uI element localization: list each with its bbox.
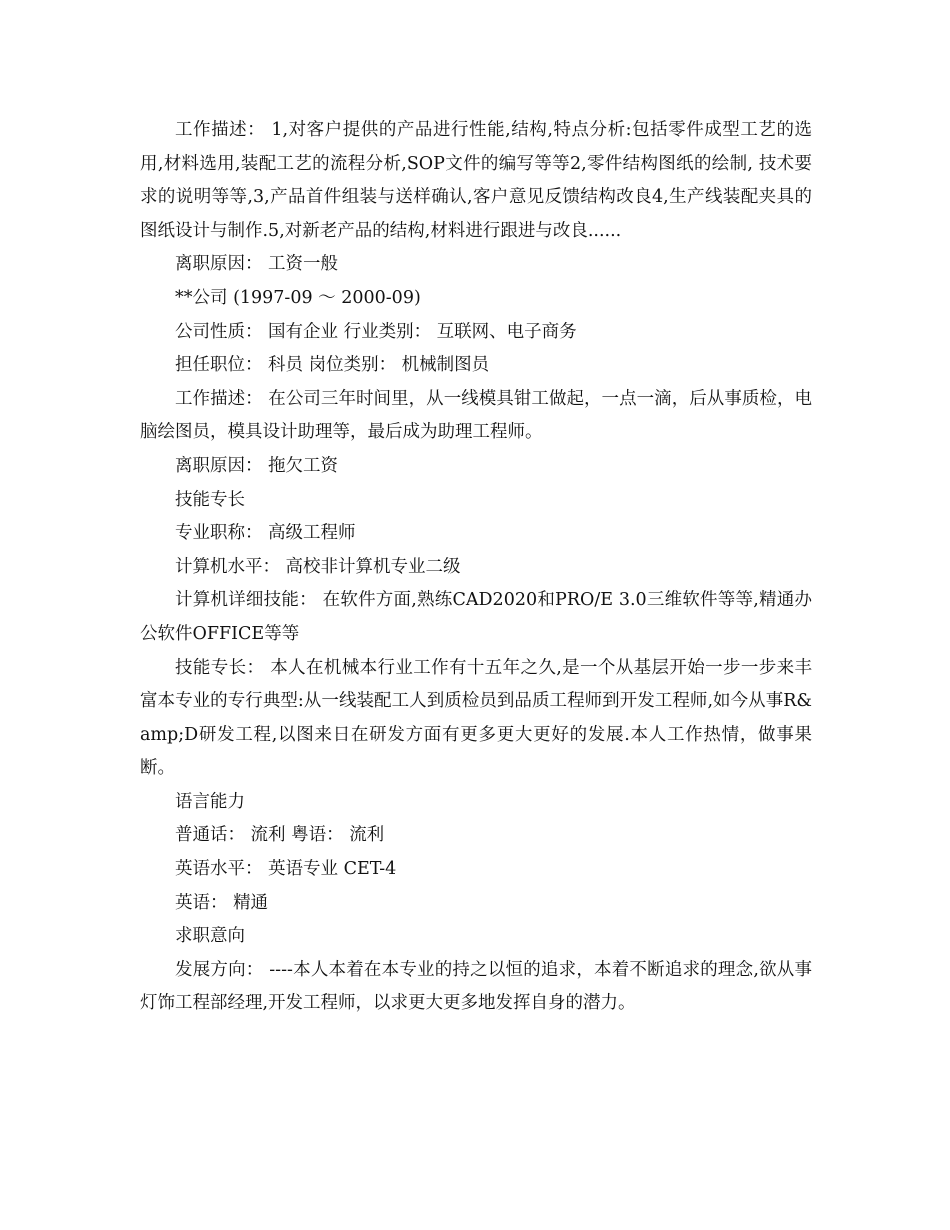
computer-level-line: 计算机水平： 高校非计算机专业二级 — [175, 556, 461, 577]
professional-title-line: 专业职称： 高级工程师 — [175, 523, 356, 544]
skills-description-paragraph: 技能专长： 本人在机械本行业工作有十五年之久,是一个从基层开始一步一步来丰富本专业的专行典型:从一线装配工人到质检员到品质工程师到开发工程师,如今从事R&amp;D研发工程,以图来日在研发方面有更多更大更好的发展.本人工作热情，做事果断。 — [140, 657, 812, 779]
company-nature-line: 公司性质： 国有企业 行业类别： 互联网、电子商务 — [175, 321, 577, 342]
english-proficiency-line: 英语： 精通 — [175, 892, 269, 913]
work-description-paragraph-2: 工作描述： 在公司三年时间里，从一线模具钳工做起，一点一滴，后从事质检，电脑绘图员，模具设计助理等，最后成为助理工程师。 — [140, 388, 812, 443]
language-heading: 语言能力 — [175, 791, 245, 812]
document-page — [140, 114, 812, 1021]
computer-skills-paragraph: 计算机详细技能： 在软件方面,熟练CAD2020和PRO/E 3.0三维软件等等,精通办公软件OFFICE等等 — [140, 590, 812, 644]
skills-heading: 技能专长 — [175, 489, 245, 510]
company-period-line: **公司 (1997-09 ～ 2000-09) — [175, 287, 421, 308]
work-description-paragraph: 工作描述： 1,对客户提供的产品进行性能,结构,特点分析:包括零件成型工艺的选用,材料选用,装配工艺的流程分析,SOP文件的编写等等2,零件结构图纸的绘制, 技术要求的说明等等,3,产品首件组装与送样确认,客户意见反馈结构改良4,生产线装配夹具的图纸设计与制作.5,对新老产品的结构,材料进行跟进与改良...... — [140, 120, 812, 241]
leave-reason-line: 离职原因： 工资一般 — [175, 254, 339, 275]
english-level-line: 英语水平： 英语专业 CET-4 — [175, 859, 397, 880]
career-direction-paragraph: 发展方向： ----本人本着在本专业的持之以恒的追求，本着不断追求的理念,欲从事灯饰工程部经理,开发工程师，以求更大更多地发挥自身的潜力。 — [140, 959, 812, 1014]
job-intention-heading: 求职意向 — [175, 926, 245, 947]
mandarin-cantonese-line: 普通话： 流利 粤语： 流利 — [175, 825, 385, 846]
leave-reason-line-2: 离职原因： 拖欠工资 — [175, 455, 339, 476]
position-line: 担任职位： 科员 岗位类别： 机械制图员 — [175, 355, 490, 376]
